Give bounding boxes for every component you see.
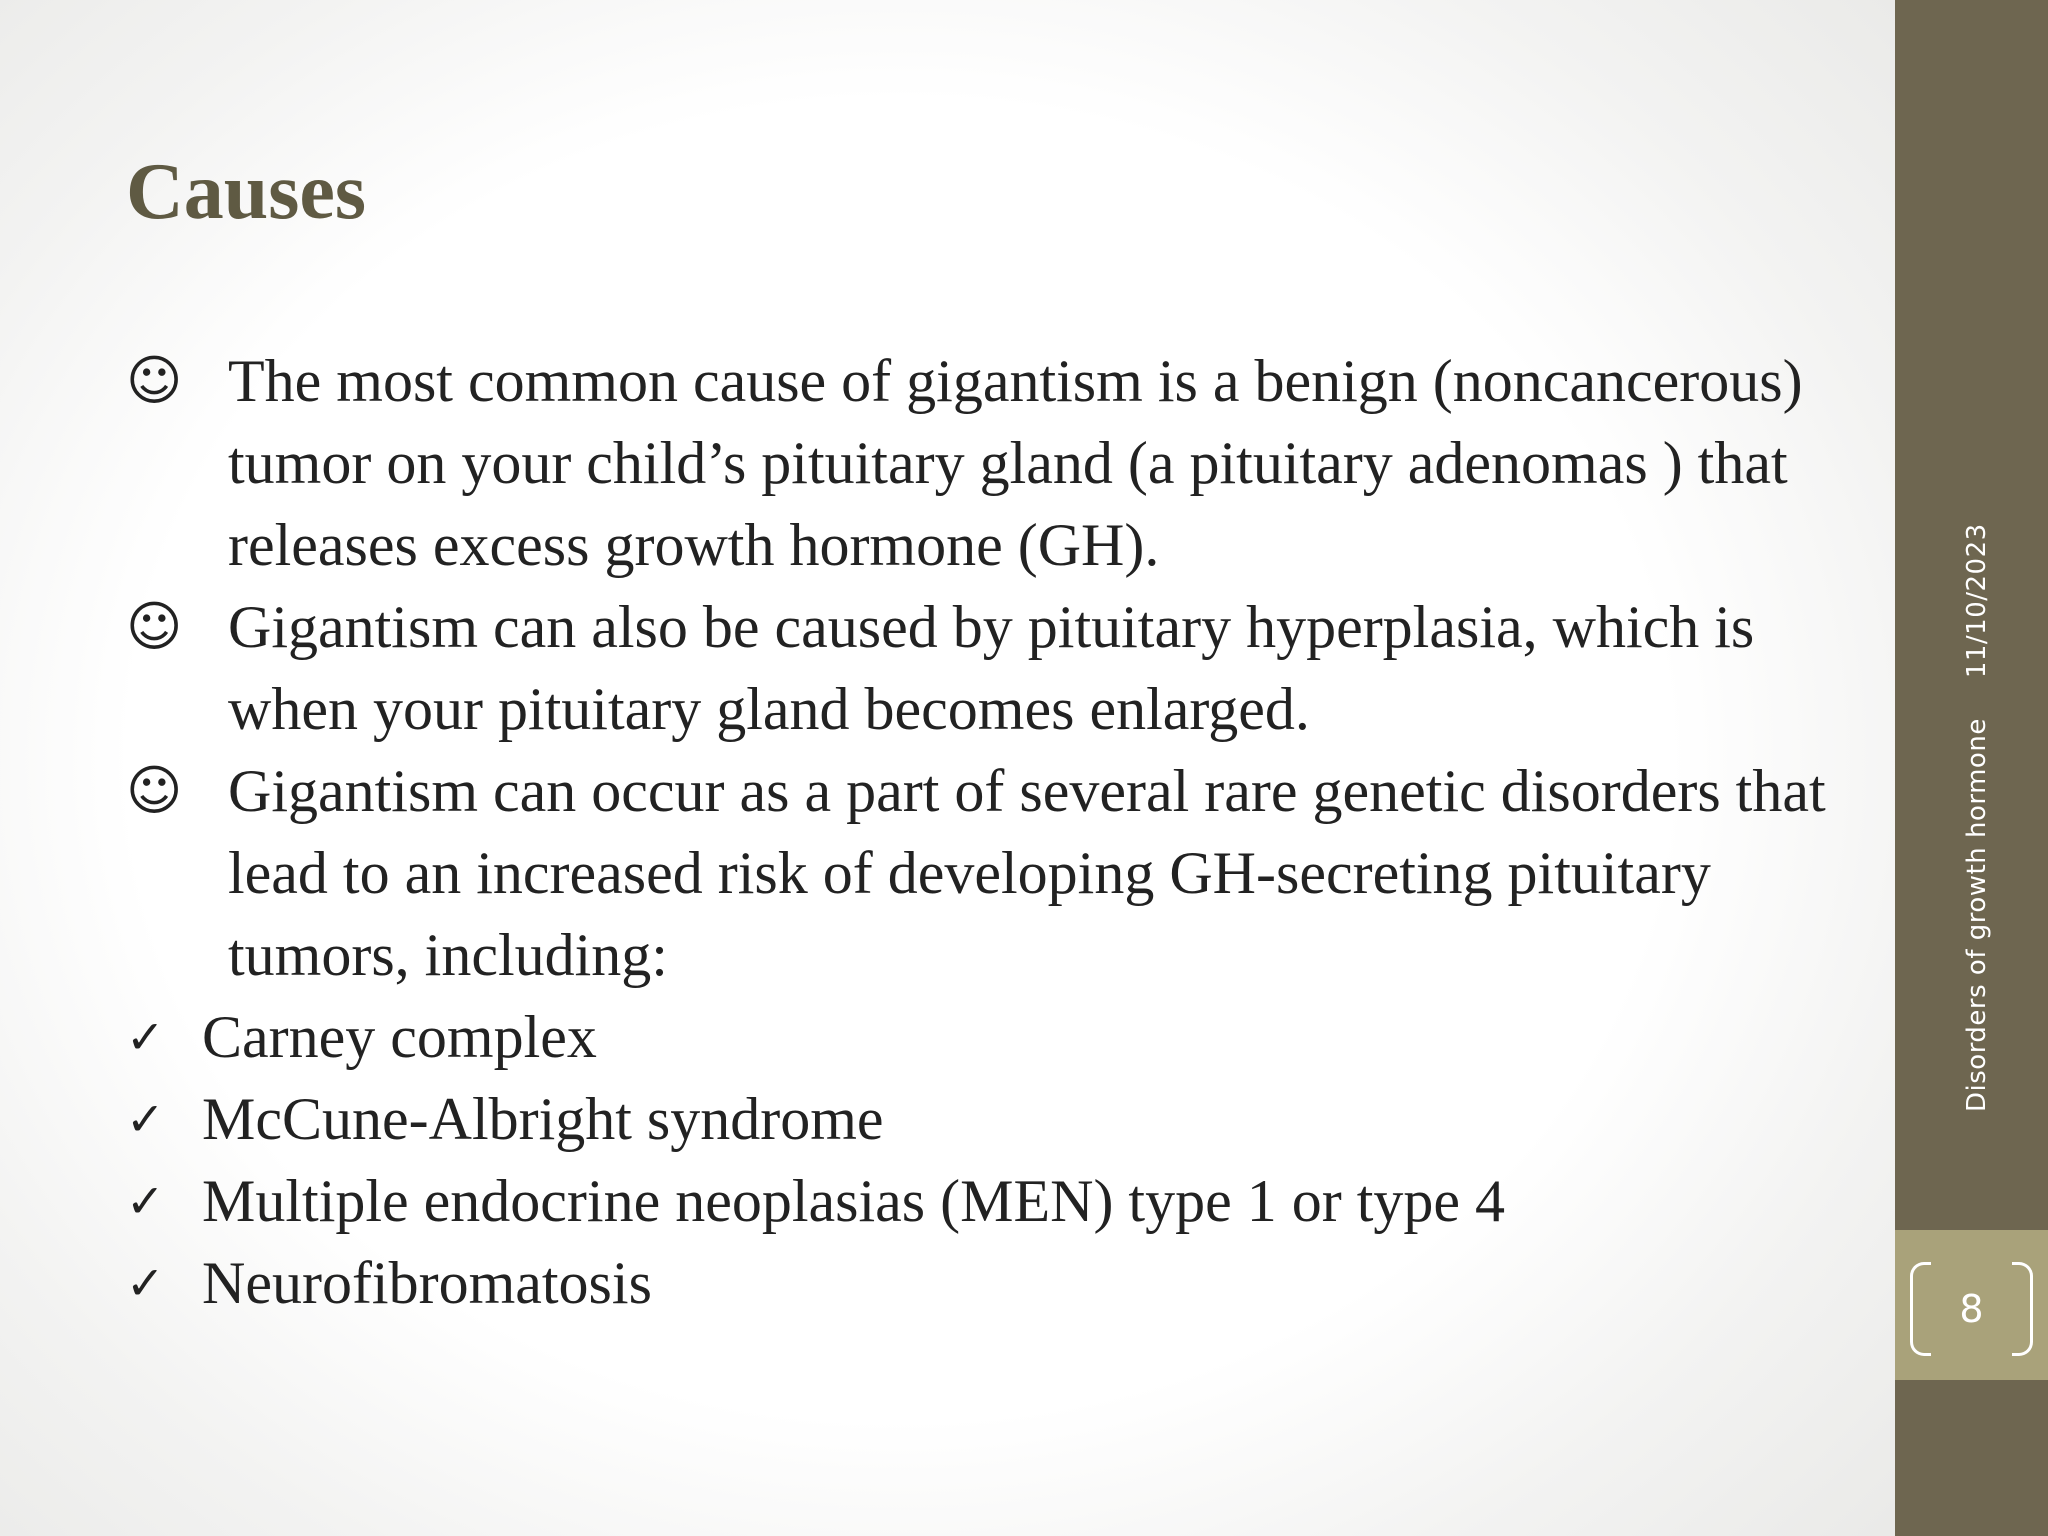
checkmark-icon: ✓ <box>126 1010 165 1064</box>
bullet-text: Gigantism can also be caused by pituitary hyperplasia, which is when your pituitary gland becomes enlarged. <box>228 594 1755 742</box>
check-text: Neurofibromatosis <box>202 1250 652 1316</box>
smiley-icon: ☺ <box>126 759 183 822</box>
check-item <box>126 1242 1886 1324</box>
bullet-item <box>126 586 1886 750</box>
vertical-footer <box>1962 523 1992 1112</box>
smiley-icon: ☺ <box>126 595 183 658</box>
check-text: McCune-Albright syndrome <box>202 1086 884 1152</box>
checkmark-icon: ✓ <box>126 1174 165 1228</box>
check-text: Multiple endocrine neoplasias (MEN) type 1 or type 4 <box>202 1168 1506 1234</box>
bullet-item <box>126 750 1886 996</box>
checkmark-icon: ✓ <box>126 1092 165 1146</box>
slide-content <box>126 340 1886 1324</box>
slide-number: 8 <box>1959 1287 1984 1331</box>
footer-date: 11/10/2023 <box>1962 523 1992 679</box>
check-text: Carney complex <box>202 1004 597 1070</box>
checkmark-icon: ✓ <box>126 1256 165 1310</box>
bullet-text: The most common cause of gigantism is a benign (noncancerous) tumor on your child’s pituitary gland (a pituitary adenomas ) that releases excess growth hormone (GH). <box>228 348 1803 578</box>
bullet-item <box>126 340 1886 586</box>
footer-text: Disorders of growth hormone <box>1962 718 1992 1112</box>
slide-title: Causes <box>126 148 367 236</box>
check-item <box>126 1160 1886 1242</box>
smiley-icon: ☺ <box>126 349 183 412</box>
bullet-text: Gigantism can occur as a part of several rare genetic disorders that lead to an increased risk of developing GH-secreting pituitary tumors, including: <box>228 758 1826 988</box>
check-item <box>126 1078 1886 1160</box>
check-item <box>126 996 1886 1078</box>
